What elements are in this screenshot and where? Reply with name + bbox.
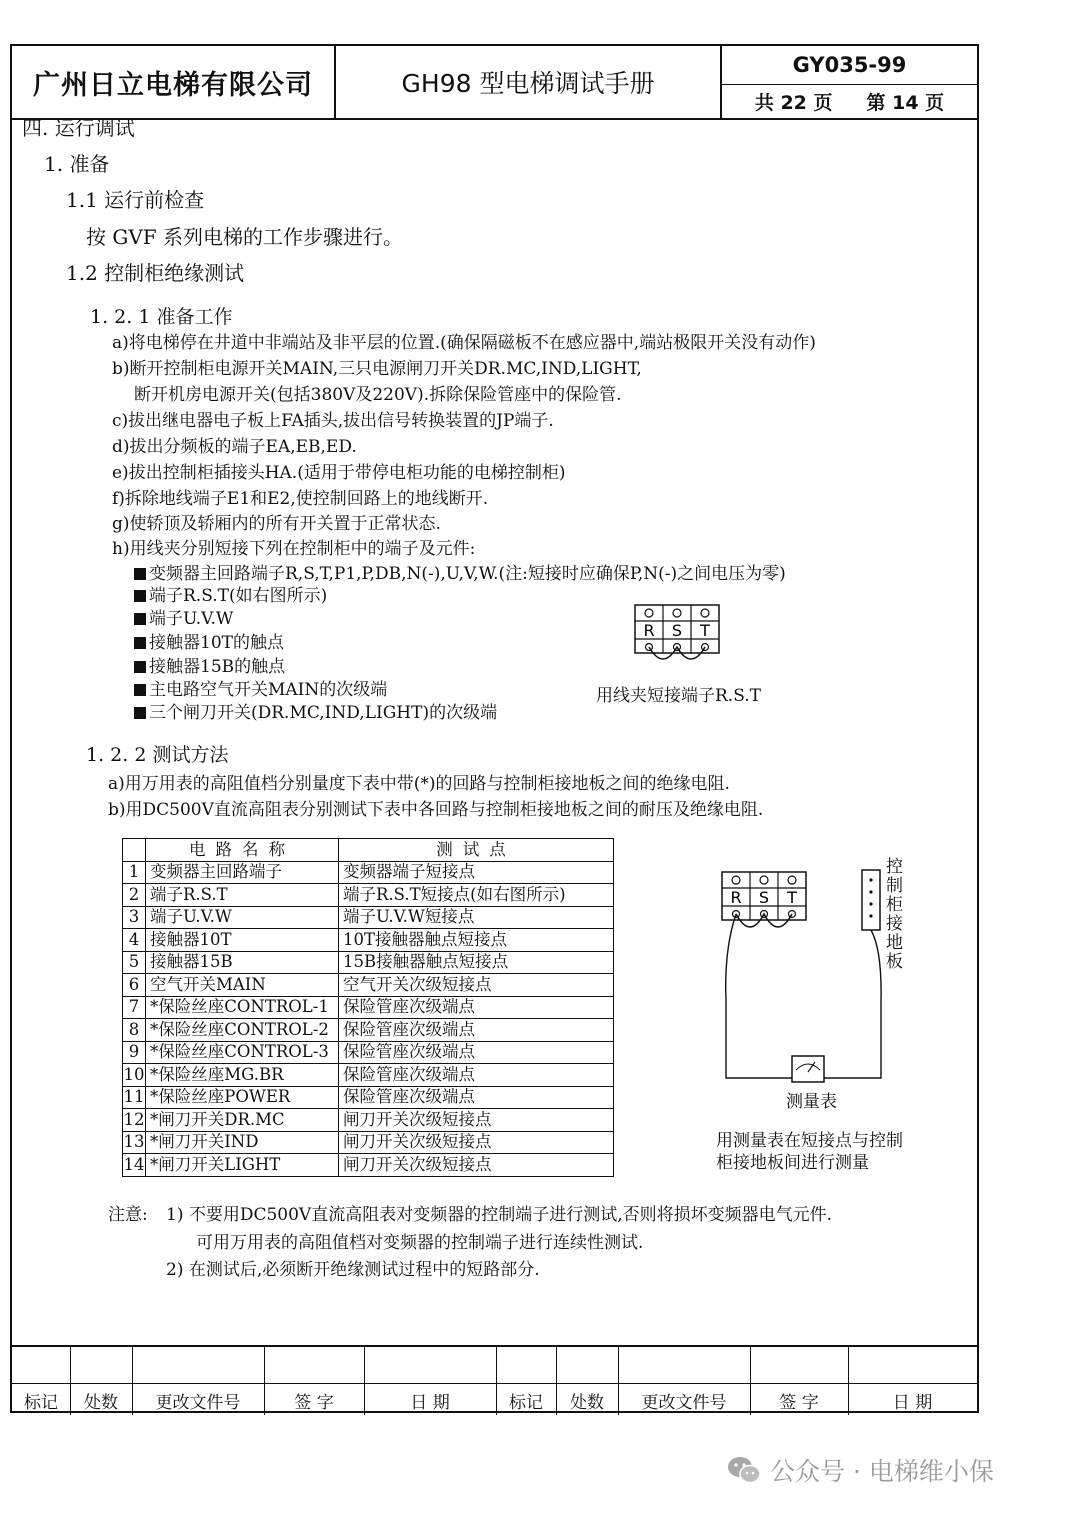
meter-label: 测量表 [786,1092,837,1112]
figure-1-caption: 用线夹短接端子R.S.T [596,686,761,706]
bullet-text: 变频器主回路端子R,S,T,P1,P,DB,N(-),U,V,W.(注:短接时应确保P,N(-)之间电压为零) [149,564,786,584]
terminal-label: R [730,888,742,907]
prep-item: g)使轿顶及轿厢内的所有开关置于正常状态. [112,514,441,534]
terminal-label: T [787,888,797,907]
row-number: 2 [123,884,146,907]
revision-record-table [12,1345,977,1415]
ground-plate-label: 控制柜接地板 [886,857,903,972]
row-number: 8 [123,1019,146,1042]
row-number: 9 [123,1041,146,1064]
circuit-name: *保险丝座MG.BR [146,1064,339,1087]
bullet-text: 端子U.V.W [149,609,234,629]
bullet-text: 接触器15B的触点 [149,657,286,677]
table-row [123,1064,614,1087]
table-row [123,1154,614,1177]
test-point: 保险管座次级端点 [339,1064,614,1087]
row-number: 4 [123,929,146,952]
test-point: 保险管座次级端点 [339,1019,614,1042]
footer-divider [556,1347,557,1415]
table-header-row [123,839,614,862]
table-row [123,1109,614,1132]
bullet-text: 接触器10T的触点 [149,633,284,653]
test-point: 闸刀开关次级短接点 [339,1131,614,1154]
method-item: a)用万用表的高阻值档分别量度下表中带(*)的回路与控制柜接地板之间的绝缘电阻. [108,774,730,794]
test-lead-icon [824,930,881,1078]
circuit-test-table [122,838,614,1177]
circuit-name: 端子R.S.T [146,884,339,907]
row-number: 13 [123,1131,146,1154]
table-row [123,1131,614,1154]
footer-divider [848,1347,849,1415]
wechat-icon [726,1455,762,1485]
row-number: 10 [123,1064,146,1087]
bullet-square-icon [134,684,146,696]
circuit-name: 变频器主回路端子 [146,861,339,884]
test-point: 闸刀开关次级短接点 [339,1109,614,1132]
footer-label: 更改文件号 [641,1393,727,1413]
bullet-item [134,564,786,584]
circuit-name: 接触器10T [146,929,339,952]
figure-2-caption-line-2: 柜接地板间进行测量 [716,1153,869,1173]
terminal-label: S [671,621,683,640]
terminal-screw-icon [701,609,709,617]
table-row [123,884,614,907]
note-item: 2) 在测试后,必须断开绝缘测试过程中的短路部分. [166,1260,540,1280]
bullet-square-icon [134,637,146,649]
test-point: 端子R.S.T短接点(如右图所示) [339,884,614,907]
section-heading-1-2-2: 1. 2. 2 测试方法 [86,744,229,766]
circuit-name: 接触器15B [146,951,339,974]
table-row [123,906,614,929]
test-point: 变频器端子短接点 [339,861,614,884]
prep-item: 断开机房电源开关(包括380V及220V).拆除保险管座中的保险管. [134,385,622,405]
footer-divider [364,1347,365,1415]
terminal-screw-icon [760,876,768,884]
bullet-square-icon [134,568,146,580]
prep-item: f)拆除地线端子E1和E2,使控制回路上的地线断开. [112,489,489,509]
test-point: 端子U.V.W短接点 [339,906,614,929]
bullet-item [134,703,497,723]
bullet-item [134,609,233,629]
bullet-square-icon [134,613,146,625]
row-number: 14 [123,1154,146,1177]
bullet-text: 主电路空气开关MAIN的次级端 [149,680,388,700]
test-point: 10T接触器触点短接点 [339,929,614,952]
bullet-square-icon [134,590,146,602]
document-header [12,46,977,120]
row-number: 11 [123,1086,146,1109]
row-number: 3 [123,906,146,929]
test-point: 15B接触器触点短接点 [339,951,614,974]
circuit-name: 空气开关MAIN [146,974,339,997]
prep-item: h)用线夹分别短接下列在控制柜中的端子及元件: [112,539,476,559]
footer-label: 日 期 [892,1393,933,1413]
note-item: 1) 不要用DC500V直流高阻表对变频器的控制端子进行测试,否则将损坏变频器电气元件. [166,1205,833,1225]
row-number: 6 [123,974,146,997]
table-row [123,1086,614,1109]
bullet-item [134,586,327,606]
bullet-item [134,633,284,653]
test-point: 闸刀开关次级短接点 [339,1154,614,1177]
prep-item: e)拔出控制柜插接头HA.(适用于带停电柜功能的电梯控制柜) [112,463,566,483]
page-number: 第 14 页 [866,92,945,114]
footer-divider [496,1347,497,1415]
terminal-label: T [700,621,710,640]
section-heading-1-1: 1.1 运行前检查 [66,188,205,212]
section-heading-4: 四. 运行调试 [22,116,135,140]
ground-plate-screw-icon [869,878,872,881]
circuit-name: *闸刀开关IND [146,1131,339,1154]
prep-item: c)拔出继电器电子板上FA插头,拔出信号转换装置的JP端子. [112,411,554,431]
terminal-screw-icon [788,876,796,884]
footer-divider [132,1347,133,1415]
section-1-1-text: 按 GVF 系列电梯的工作步骤进行。 [86,225,404,249]
circuit-name: *保险丝座POWER [146,1086,339,1109]
watermark [726,1452,994,1488]
bullet-square-icon [134,661,146,673]
bullet-item [134,657,285,677]
footer-label: 处数 [84,1393,118,1413]
table-header-cell: 电路名称 [146,839,339,862]
footer-label: 日 期 [410,1393,450,1413]
table-row [123,1019,614,1042]
page-info [722,85,977,118]
prep-item: d)拔出分频板的端子EA,EB,ED. [112,437,357,457]
terminal-label: S [758,888,770,907]
table-row [123,929,614,952]
bullet-item [134,680,387,700]
prep-item: a)将电梯停在井道中非端站及非平层的位置.(确保隔磁板不在感应器中,端站极限开关没有动作) [112,333,816,353]
terminal-screw-icon [673,609,681,617]
note-prefix: 注意: [108,1205,148,1225]
company-name: 广州日立电梯有限公司 [12,46,336,118]
circuit-name: *闸刀开关LIGHT [146,1154,339,1177]
row-number: 1 [123,861,146,884]
footer-divider [70,1347,71,1415]
document-number: GY035-99 [722,46,977,85]
revision-label-row [12,1383,977,1416]
circuit-name: 端子U.V.W [146,906,339,929]
ground-plate-screw-icon [869,890,872,893]
row-number: 7 [123,996,146,1019]
table-row [123,861,614,884]
footer-label: 签 字 [779,1393,819,1413]
footer-label: 标记 [509,1393,543,1413]
footer-label: 更改文件号 [155,1393,241,1413]
table-header-cell: 测试点 [339,839,614,862]
circuit-name: *保险丝座CONTROL-2 [146,1019,339,1042]
total-pages: 共 22 页 [754,92,833,114]
footer-label: 签 字 [294,1393,334,1413]
bullet-text: 三个闸刀开关(DR.MC,IND,LIGHT)的次级端 [149,703,498,723]
section-heading-1: 1. 准备 [44,152,110,176]
test-point: 空气开关次级短接点 [339,974,614,997]
footer-divider [264,1347,265,1415]
terminal-screw-icon [645,609,653,617]
test-lead-icon [726,914,792,1078]
prep-item: b)断开控制柜电源开关MAIN,三只电源闸刀开关DR.MC,IND,LIGHT, [112,359,642,379]
footer-divider [618,1347,619,1415]
circuit-name: *保险丝座CONTROL-1 [146,996,339,1019]
section-heading-1-2: 1.2 控制柜绝缘测试 [66,261,245,285]
table-row [123,974,614,997]
footer-label: 标记 [24,1393,58,1413]
method-item: b)用DC500V直流高阻表分别测试下表中各回路与控制柜接地板之间的耐压及绝缘电阻. [108,800,764,820]
row-number: 12 [123,1109,146,1132]
test-point: 保险管座次级端点 [339,1086,614,1109]
section-heading-1-2-1: 1. 2. 1 准备工作 [90,306,233,328]
footer-label: 处数 [570,1393,604,1413]
table-row [123,996,614,1019]
watermark-text: 公众号 · 电梯维小保 [770,1457,994,1486]
test-point: 保险管座次级端点 [339,1041,614,1064]
manual-title: GH98 型电梯调试手册 [336,46,722,118]
bullet-text: 端子R.S.T(如右图所示) [149,586,328,606]
figure-2-caption-line-1: 用测量表在短接点与控制 [716,1131,903,1151]
table-row [123,1041,614,1064]
ground-plate-screw-icon [869,902,872,905]
note-item: 可用万用表的高阻值档对变频器的控制端子进行连续性测试. [196,1233,644,1253]
bullet-square-icon [134,707,146,719]
test-point: 保险管座次级端点 [339,996,614,1019]
terminal-label: R [643,621,655,640]
meter-dial-icon [796,1064,820,1070]
table-header-cell [123,839,146,862]
circuit-name: *闸刀开关DR.MC [146,1109,339,1132]
rst-terminal-figure [630,603,725,663]
footer-divider [750,1347,751,1415]
row-number: 5 [123,951,146,974]
ground-plate-screw-icon [869,914,872,917]
table-row [123,951,614,974]
terminal-screw-icon [732,876,740,884]
circuit-name: *保险丝座CONTROL-3 [146,1041,339,1064]
